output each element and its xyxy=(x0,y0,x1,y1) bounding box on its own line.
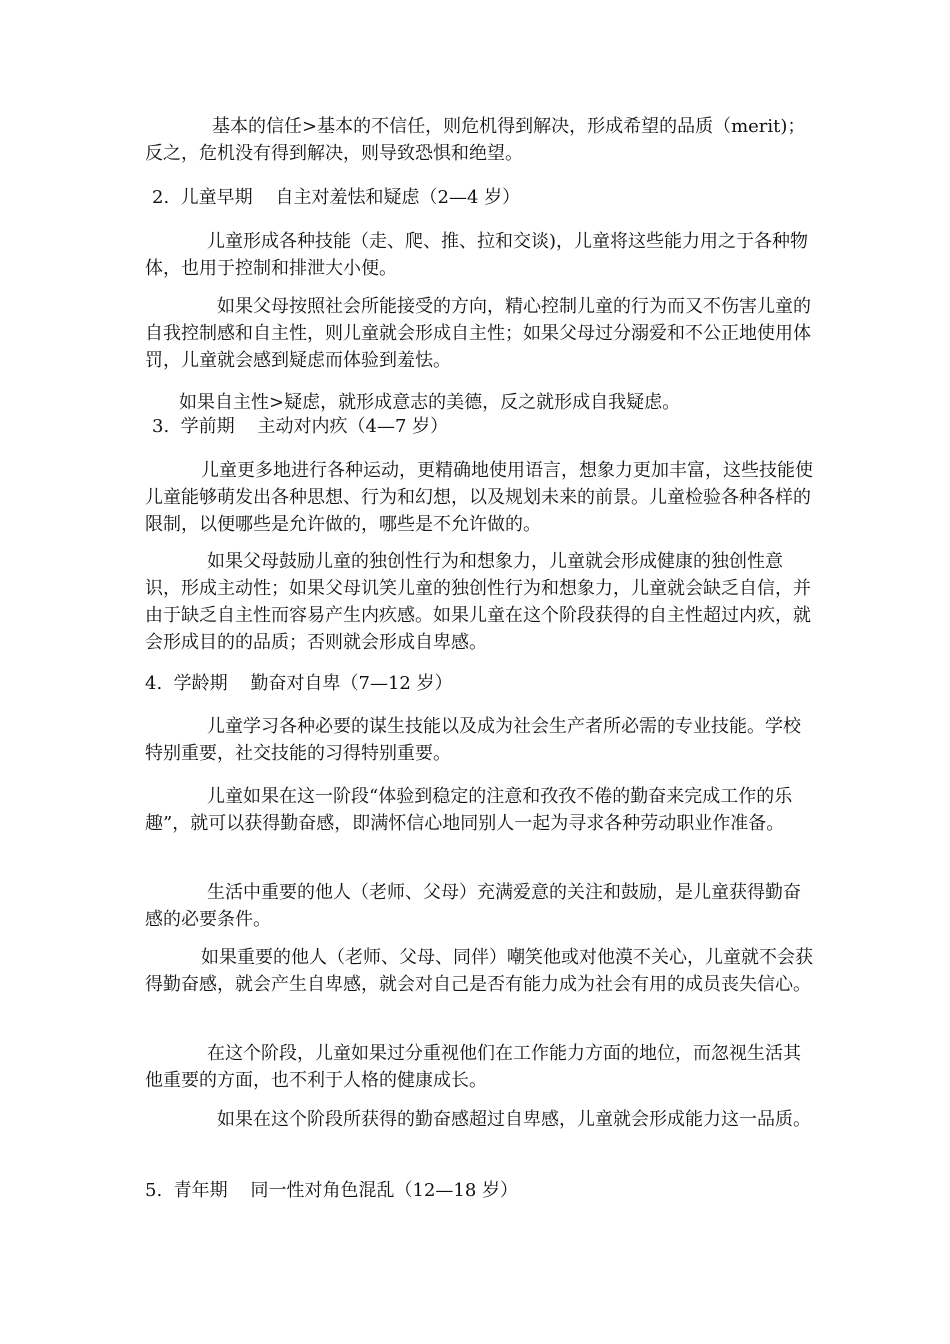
heading-school-age: 4. 学龄期 勤奋对自卑（7—12 岁） xyxy=(145,673,453,694)
paragraph-trust-resolution: 基本的信任>基本的不信任，则危机得到解决，形成希望的品质（merit)；反之，危机没有得到解决，则导致恐惧和绝望。 xyxy=(145,116,806,164)
paragraph-work-overemphasis: 在这个阶段，儿童如果过分重视他们在工作能力方面的地位，而忽视生活其他重要的方面，也不利于人格的健康成长。 xyxy=(145,1043,801,1091)
heading-preschool: 3. 学前期 主动对内疚（4—7 岁） xyxy=(152,416,449,437)
heading-adolescence: 5. 青年期 同一性对角色混乱（12—18 岁） xyxy=(145,1180,519,1201)
paragraph-school-skills: 儿童学习各种必要的谋生技能以及成为社会生产者所必需的专业技能。学校特别重要，社交技能的习得特别重要。 xyxy=(145,716,801,764)
paragraph-autonomy-result: 如果自主性>疑虑，就形成意志的美德，反之就形成自我疑虑。 xyxy=(179,392,681,413)
paragraph-competence: 如果在这个阶段所获得的勤奋感超过自卑感，儿童就会形成能力这一品质。 xyxy=(217,1109,811,1130)
paragraph-industry-feeling: 儿童如果在这一阶段“体验到稳定的注意和孜孜不倦的勤奋来完成工作的乐趣”，就可以获得勤奋感，即满怀信心地同别人一起为寻求各种劳动职业作准备。 xyxy=(145,786,793,834)
paragraph-significant-others: 生活中重要的他人（老师、父母）充满爱意的关注和鼓励，是儿童获得勤奋感的必要条件。 xyxy=(145,882,801,930)
paragraph-preschool-activity: 儿童更多地进行各种运动，更精确地使用语言，想象力更加丰富，这些技能使儿童能够萌发出各种思想、行为和幻想，以及规划未来的前景。儿童检验各种各样的限制，以便哪些是允许做的，哪些是不允许做的。 xyxy=(145,460,813,535)
paragraph-inferiority: 如果重要的他人（老师、父母、同伴）嘲笑他或对他漠不关心，儿童就不会获得勤奋感，就会产生自卑感，就会对自己是否有能力成为社会有用的成员丧失信心。 xyxy=(145,947,813,995)
heading-early-childhood: 2. 儿童早期 自主对羞怯和疑虑（2—4 岁） xyxy=(152,187,521,208)
paragraph-skills-formation: 儿童形成各种技能（走、爬、推、拉和交谈)，儿童将这些能力用之于各种物体，也用于控制和排泄大小便。 xyxy=(145,231,809,279)
paragraph-parental-control: 如果父母按照社会所能接受的方向，精心控制儿童的行为而又不伤害儿童的自我控制感和自主性，则儿童就会形成自主性；如果父母过分溺爱和不公正地使用体罚，儿童就会感到疑虑而体验到羞怯。 xyxy=(145,296,811,371)
paragraph-initiative: 如果父母鼓励儿童的独创性行为和想象力，儿童就会形成健康的独创性意识，形成主动性；如果父母讥笑儿童的独创性行为和想象力，儿童就会缺乏自信，并由于缺乏自主性而容易产生内疚感。如果儿童在这个阶段获得的自主性超过内疚，就会形成目的的品质；否则就会形成自卑感。 xyxy=(145,551,811,653)
